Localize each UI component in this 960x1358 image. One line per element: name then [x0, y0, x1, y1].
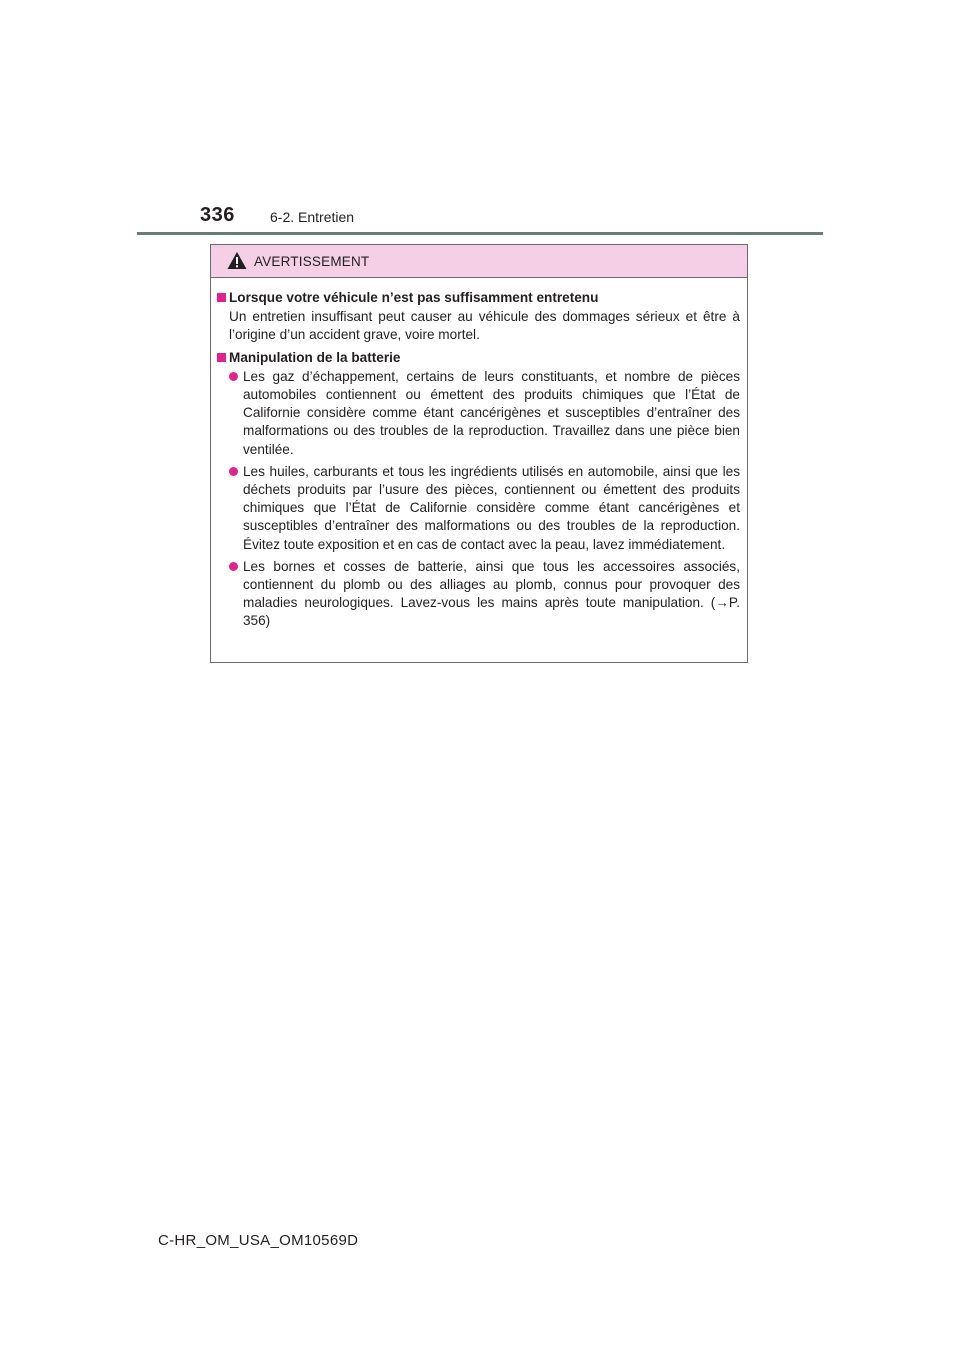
- list-item: [217, 558, 740, 631]
- warning-box: [210, 244, 748, 663]
- header-rule: [137, 232, 823, 235]
- topic-text: Un entretien insuffisant peut causer au véhicule des dommages sérieux et être à l’origine d’un accident grave, voire mortel.: [229, 309, 740, 343]
- square-bullet-icon: [217, 293, 226, 302]
- list-item: [217, 368, 740, 459]
- topic-battery: [217, 349, 740, 367]
- round-bullet-icon: [229, 467, 238, 476]
- square-bullet-icon: [217, 353, 226, 362]
- list-item: [217, 463, 740, 554]
- round-bullet-icon: [229, 372, 238, 381]
- warning-body: [211, 278, 747, 631]
- list-item-text: Les bornes et cosses de batterie, ainsi que tous les accessoires associés, contiennent du plomb ou des alliages au plomb, connus pour provoquer des maladies neurologiques. Lavez-vous les mains après toute manipulation. (→P. 356): [243, 558, 740, 629]
- warning-header: [211, 245, 747, 278]
- warning-title: AVERTISSEMENT: [254, 254, 370, 269]
- page-number: 336: [200, 204, 235, 226]
- warning-triangle-icon: [227, 251, 247, 270]
- list-item-text: Les huiles, carburants et tous les ingrédients utilisés en automobile, ainsi que les déchets produits par l’usure des pièces, contiennent ou émettent des produits chimiques que l’État de Californie considère comme étant cancérigènes et susceptibles d’entraîner des malformations ou des troubles de la reproduction. Évitez toute exposition et en cas de contact avec la peau, lavez immédiatement.: [243, 463, 740, 552]
- page-header: [200, 204, 822, 234]
- topic-maintenance: [217, 289, 740, 307]
- section-title: 6-2. Entretien: [270, 209, 355, 225]
- list-item-text: Les gaz d’échappement, certains de leurs constituants, et nombre de pièces automobiles contiennent ou émettent des produits chimiques que l’État de Californie considère comme étant cancérigènes et susceptibles d’entraîner des malformations ou des troubles de la reproduction. Travaillez dans une pièce bien ventilée.: [243, 368, 740, 457]
- round-bullet-icon: [229, 562, 238, 571]
- document-code: C-HR_OM_USA_OM10569D: [158, 1232, 359, 1249]
- topic-heading: Manipulation de la batterie: [229, 349, 401, 365]
- topic-heading: Lorsque votre véhicule n’est pas suffisamment entretenu: [229, 290, 599, 305]
